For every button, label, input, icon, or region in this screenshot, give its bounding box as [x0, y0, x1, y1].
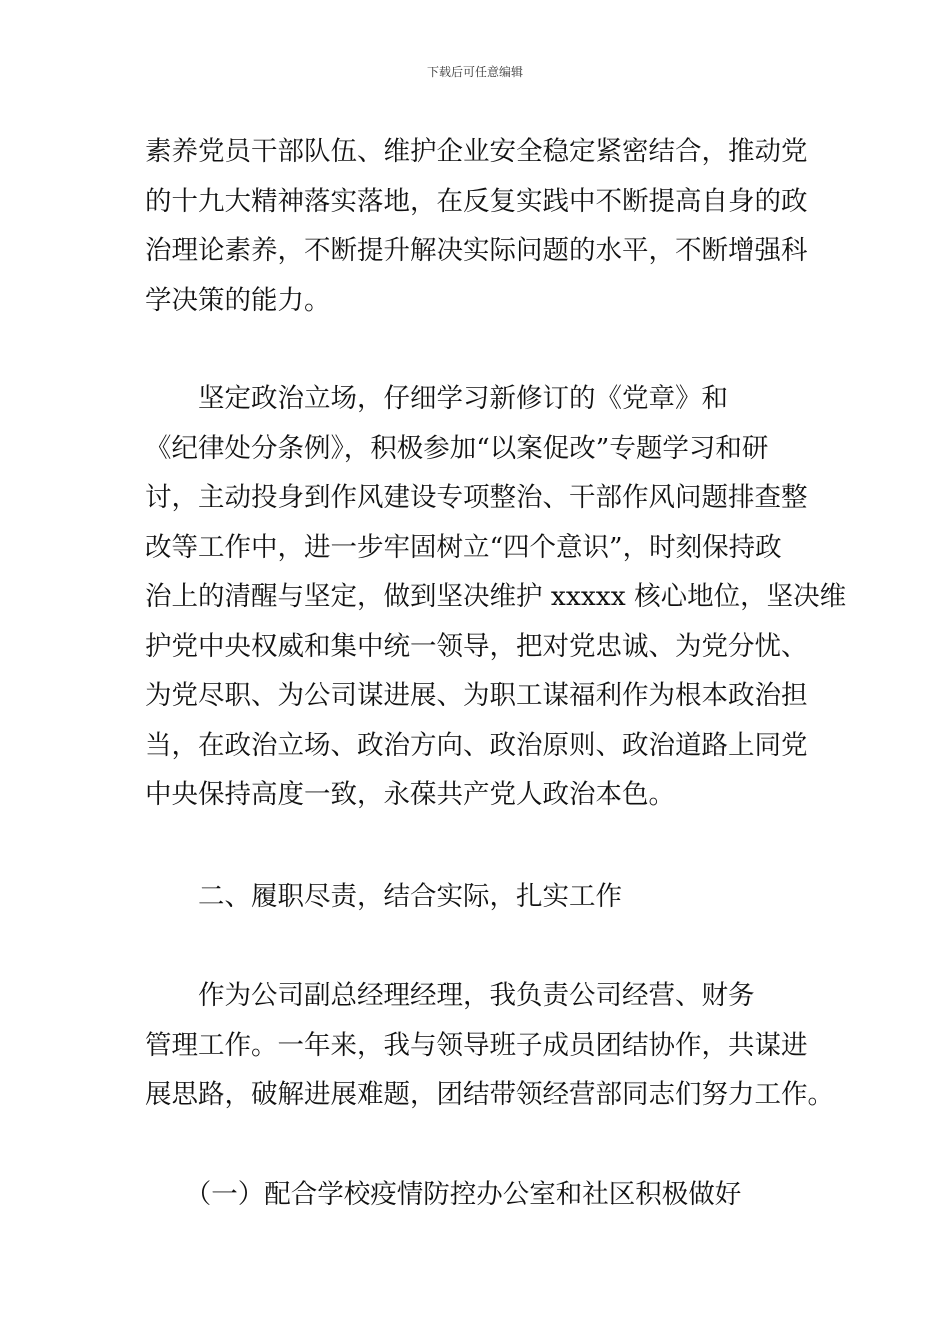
heading-line: 二、履职尽责，结合实际，扎实工作	[145, 881, 622, 912]
text-line: 的十九大精神落实落地，在反复实践中不断提高自身的政	[145, 185, 808, 217]
text-line: 治理论素养，不断提升解决实际问题的水平，不断增强科	[145, 235, 808, 266]
heading-line: （一）配合学校疫情防控办公室和社区积极做好	[145, 1179, 742, 1210]
text-line: 护党中央权威和集中统一领导，把对党忠诚、为党分忧、	[145, 630, 808, 662]
text-line: 改等工作中，进一步牢固树立“四个意识”，时刻保持政	[145, 531, 782, 563]
text-line: 当，在政治立场、政治方向、政治原则、政治道路上同党	[145, 729, 808, 761]
text-line: 坚定政治立场，仔细学习新修订的《党章》和	[145, 383, 728, 414]
text-line: 展思路，破解进展难题，团结带领经营部同志们努力工作。	[145, 1079, 834, 1110]
paragraph-1	[145, 127, 809, 325]
text-line: 讨，主动投身到作风建设专项整治、干部作风问题排查整	[145, 482, 808, 513]
text-line: 为党尽职、为公司谋进展、为职工谋福利作为根本政治担	[145, 680, 808, 711]
paragraph-2	[145, 374, 847, 820]
text-line: 中央保持高度一致，永葆共产党人政治本色。	[145, 779, 675, 810]
page-header-note: 下载后可任意编辑	[426, 65, 523, 79]
text-line: 《纪律处分条例》，积极参加“以案促改”专题学习和研	[145, 432, 769, 464]
text-line: 学决策的能力。	[145, 284, 331, 316]
text-line: 治上的清醒与坚定，做到坚决维护 xxxxx 核心地位，坚决维	[145, 581, 847, 612]
subsection-heading	[145, 1170, 809, 1220]
text-line: 管理工作。一年来，我与领导班子成员团结协作，共谋进	[145, 1029, 808, 1061]
text-line: 素养党员干部队伍、维护企业安全稳定紧密结合，推动党	[145, 136, 808, 167]
section-heading	[145, 872, 809, 922]
text-line: 作为公司副总经理经理，我负责公司经营、财务	[145, 980, 755, 1011]
paragraph-3	[145, 971, 834, 1120]
